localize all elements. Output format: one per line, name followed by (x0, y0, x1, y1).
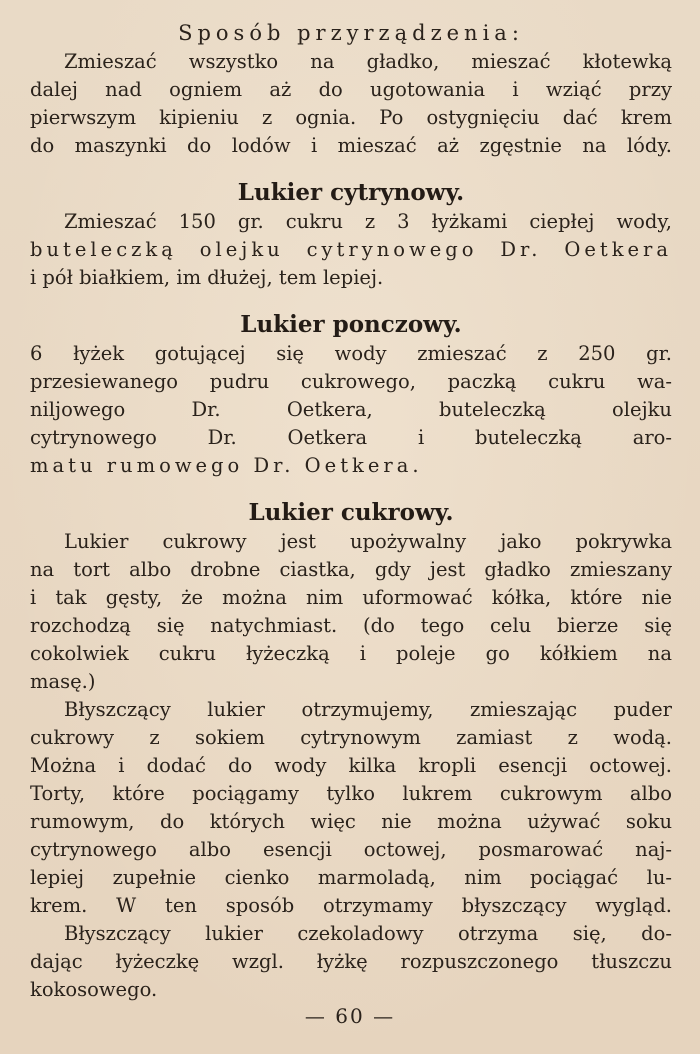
text-line: rozchodzą się natychmiast. (do tego celu bierze się (30, 614, 672, 637)
sugar-icing-paragraph-3 (30, 920, 672, 1004)
text-line: Błyszczący lukier czekoladowy otrzyma się, do- (64, 922, 672, 945)
page-number: — 60 — (304, 1004, 396, 1028)
preparation-heading: Sposób przyrządzenia: (178, 21, 524, 45)
text-line: dalej nad ogniem aż do ugotowania i wziąć przy (30, 78, 672, 101)
lemon-icing-paragraph (30, 208, 672, 292)
text-line: Lukier cukrowy jest upożywalny jako pokrywka (64, 530, 672, 553)
punch-icing-paragraph (30, 340, 672, 480)
preparation-paragraph (30, 48, 672, 160)
text-line: cokolwiek cukru łyżeczką i poleje go kółkiem na (30, 642, 672, 665)
text-line: niljowego Dr. Oetkera, buteleczką olejku (30, 398, 672, 421)
text-line: przesiewanego pudru cukrowego, paczką cukru wa- (30, 370, 672, 393)
sugar-icing-paragraph-1 (30, 528, 672, 696)
punch-icing-heading: Lukier ponczowy. (240, 311, 462, 338)
text-line: krem. W ten sposób otrzymamy błyszczący wygląd. (30, 894, 672, 917)
text-line: Torty, które pociągamy tylko lukrem cukrowym albo (30, 782, 672, 805)
text-line: matu rumowego Dr. Oetkera. (30, 454, 423, 477)
sugar-icing-paragraph-2 (30, 696, 672, 920)
text-line: lepiej zupełnie cienko marmoladą, nim pociągać lu- (30, 866, 672, 889)
text-line: do maszynki do lodów i mieszać aż zgęstnie na lódy. (30, 134, 672, 157)
text-line: rumowym, do których więc nie można używać soku (30, 810, 672, 833)
text-line: Zmieszać 150 gr. cukru z 3 łyżkami ciepłej wody, (64, 210, 672, 233)
text-line: Błyszczący lukier otrzymujemy, zmieszając puder (64, 698, 672, 721)
text-line: i pół białkiem, im dłużej, tem lepiej. (30, 266, 384, 289)
lemon-icing-heading: Lukier cytrynowy. (237, 179, 465, 206)
text-line: cytrynowego Dr. Oetkera i buteleczką aro- (30, 426, 672, 449)
text-line: buteleczką olejku cytrynowego Dr. Oetkera (30, 238, 672, 261)
text-line: dając łyżeczkę wzgl. łyżkę rozpuszczonego tłuszczu (30, 950, 672, 973)
text-line: na tort albo drobne ciastka, gdy jest gładko zmieszany (30, 558, 672, 581)
text-line: pierwszym kipieniu z ognia. Po ostygnięciu dać krem (30, 106, 672, 129)
page-content (30, 12, 672, 1004)
text-line: Zmieszać wszystko na gładko, mieszać kłotewką (64, 50, 672, 73)
sugar-icing-heading: Lukier cukrowy. (248, 499, 454, 526)
text-line: Można i dodać do wody kilka kropli esencji octowej. (30, 754, 672, 777)
text-line: masę.) (30, 670, 96, 693)
text-line: cytrynowego albo esencji octowej, posmarować naj- (30, 838, 672, 861)
text-line: i tak gęsty, że można nim uformować kółka, które nie (30, 586, 672, 609)
text-line: kokosowego. (30, 978, 158, 1001)
text-line: cukrowy z sokiem cytrynowym zamiast z wodą. (30, 726, 672, 749)
text-line: 6 łyżek gotującej się wody zmieszać z 250 gr. (30, 342, 672, 365)
